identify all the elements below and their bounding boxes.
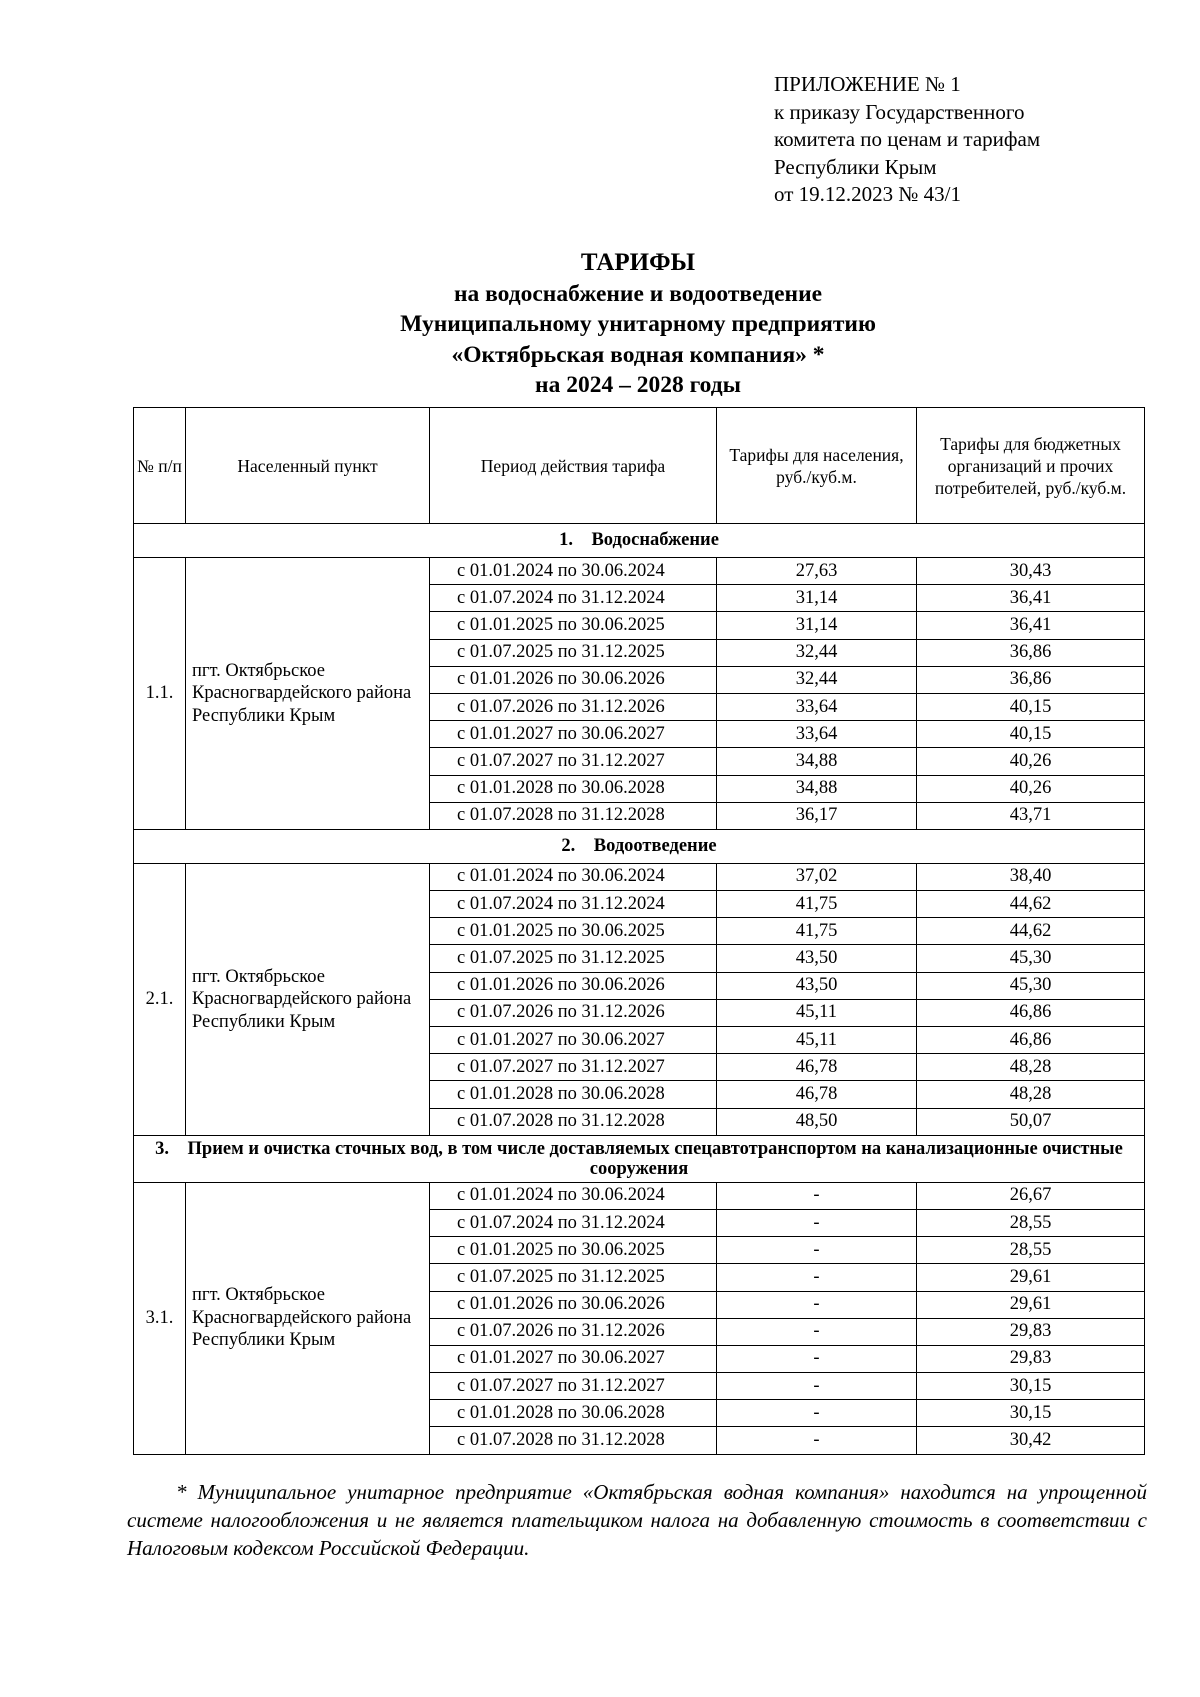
tariff-period: с 01.01.2028 по 30.06.2028	[430, 775, 717, 802]
tariff-period: с 01.07.2028 по 31.12.2028	[430, 1427, 717, 1454]
tariff-period: с 01.01.2025 по 30.06.2025	[430, 612, 717, 639]
header-period: Период действия тарифа	[430, 408, 717, 524]
appendix-line: ПРИЛОЖЕНИЕ № 1	[774, 72, 961, 96]
budget-tariff: 29,83	[917, 1345, 1145, 1372]
budget-tariff: 29,83	[917, 1318, 1145, 1345]
section-header-row	[134, 524, 1145, 558]
header-number: № п/п	[134, 408, 186, 524]
tariff-period: с 01.07.2028 по 31.12.2028	[430, 802, 717, 829]
section-title: 3. Прием и очистка сточных вод, в том числе доставляемых спецавтотранспортом на канализационные очистные сооружения	[134, 1135, 1145, 1182]
section-title: 1. Водоснабжение	[134, 524, 1145, 558]
budget-tariff: 26,67	[917, 1182, 1145, 1209]
header-population-tariff: Тарифы для населения, руб./куб.м.	[717, 408, 917, 524]
title-line: на 2024 – 2028 годы	[535, 372, 741, 398]
budget-tariff: 48,28	[917, 1081, 1145, 1108]
budget-tariff: 36,41	[917, 585, 1145, 612]
budget-tariff: 30,15	[917, 1400, 1145, 1427]
tariff-period: с 01.01.2028 по 30.06.2028	[430, 1400, 717, 1427]
tariff-period: с 01.07.2028 по 31.12.2028	[430, 1108, 717, 1135]
tariff-period: с 01.07.2024 по 31.12.2024	[430, 891, 717, 918]
tariff-period: с 01.01.2028 по 30.06.2028	[430, 1081, 717, 1108]
tariff-period: с 01.01.2026 по 30.06.2026	[430, 1291, 717, 1318]
table-row	[134, 863, 1145, 890]
population-tariff: 36,17	[717, 802, 917, 829]
budget-tariff: 29,61	[917, 1264, 1145, 1291]
tariff-period: с 01.07.2026 по 31.12.2026	[430, 1318, 717, 1345]
budget-tariff: 30,42	[917, 1427, 1145, 1454]
budget-tariff: 46,86	[917, 1027, 1145, 1054]
population-tariff: -	[717, 1427, 917, 1454]
budget-tariff: 38,40	[917, 863, 1145, 890]
population-tariff: 34,88	[717, 775, 917, 802]
tariff-period: с 01.01.2024 по 30.06.2024	[430, 863, 717, 890]
section-title: 2. Водоотведение	[134, 829, 1145, 863]
population-tariff: 33,64	[717, 693, 917, 720]
tariff-period: с 01.01.2025 по 30.06.2025	[430, 1237, 717, 1264]
population-tariff: 45,11	[717, 1027, 917, 1054]
population-tariff: 41,75	[717, 891, 917, 918]
budget-tariff: 44,62	[917, 918, 1145, 945]
tariff-period: с 01.07.2025 по 31.12.2025	[430, 945, 717, 972]
population-tariff: 32,44	[717, 666, 917, 693]
budget-tariff: 28,55	[917, 1209, 1145, 1236]
budget-tariff: 36,41	[917, 612, 1145, 639]
tariff-period: с 01.07.2027 по 31.12.2027	[430, 1373, 717, 1400]
tariff-period: с 01.01.2027 по 30.06.2027	[430, 1345, 717, 1372]
title-main: ТАРИФЫ	[580, 249, 696, 276]
population-tariff: 33,64	[717, 721, 917, 748]
budget-tariff: 50,07	[917, 1108, 1145, 1135]
table-body	[134, 524, 1145, 1455]
population-tariff: -	[717, 1237, 917, 1264]
tariff-period: с 01.01.2026 по 30.06.2026	[430, 972, 717, 999]
population-tariff: 46,78	[717, 1054, 917, 1081]
header-budget-tariff: Тарифы для бюджетных организаций и прочих потребителей, руб./куб.м.	[917, 408, 1145, 524]
tariff-table	[133, 407, 1145, 1455]
tariff-period: с 01.01.2024 по 30.06.2024	[430, 558, 717, 585]
population-tariff: 34,88	[717, 748, 917, 775]
tariff-period: с 01.07.2027 по 31.12.2027	[430, 748, 717, 775]
row-number: 3.1.	[134, 1182, 186, 1454]
population-tariff: 48,50	[717, 1108, 917, 1135]
budget-tariff: 29,61	[917, 1291, 1145, 1318]
budget-tariff: 40,15	[917, 721, 1145, 748]
population-tariff: 46,78	[717, 1081, 917, 1108]
title-line: на водоснабжение и водоотведение	[453, 280, 823, 307]
population-tariff: 41,75	[717, 918, 917, 945]
document-title	[0, 248, 1200, 401]
tariff-period: с 01.07.2025 по 31.12.2025	[430, 1264, 717, 1291]
tariff-period: с 01.07.2027 по 31.12.2027	[430, 1054, 717, 1081]
population-tariff: 45,11	[717, 999, 917, 1026]
budget-tariff: 40,15	[917, 693, 1145, 720]
population-tariff: -	[717, 1209, 917, 1236]
section-header-row	[134, 1135, 1145, 1182]
table-row	[134, 558, 1145, 585]
tariff-period: с 01.07.2025 по 31.12.2025	[430, 639, 717, 666]
appendix-line: от 19.12.2023 № 43/1	[774, 182, 962, 206]
population-tariff: 31,14	[717, 585, 917, 612]
tariff-period: с 01.01.2026 по 30.06.2026	[430, 666, 717, 693]
title-line: «Октябрьская водная компания» *	[451, 341, 825, 368]
appendix-line: Республики Крым	[774, 154, 937, 179]
population-tariff: 32,44	[717, 639, 917, 666]
budget-tariff: 30,43	[917, 558, 1145, 585]
table-row	[134, 1182, 1145, 1209]
population-tariff: -	[717, 1373, 917, 1400]
appendix-line: комитета по ценам и тарифам	[774, 127, 1041, 151]
budget-tariff: 46,86	[917, 999, 1145, 1026]
budget-tariff: 40,26	[917, 748, 1145, 775]
tariff-period: с 01.07.2026 по 31.12.2026	[430, 999, 717, 1026]
footnote: * Муниципальное унитарное предприятие «Октябрьская водная компания» находится на упрощенной системе налогообложения и не является плательщиком налога на добавленную стоимость в соответствии с Налоговым кодексом Российской Федерации.	[127, 1480, 1147, 1560]
table-header-row	[134, 408, 1145, 524]
place-name: пгт. Октябрьское Красногвардейского района Республики Крым	[186, 1182, 430, 1454]
population-tariff: 31,14	[717, 612, 917, 639]
section-header-row	[134, 829, 1145, 863]
header-place: Населенный пункт	[186, 408, 430, 524]
appendix-line: к приказу Государственного	[774, 99, 1025, 124]
population-tariff: -	[717, 1400, 917, 1427]
budget-tariff: 28,55	[917, 1237, 1145, 1264]
population-tariff: -	[717, 1182, 917, 1209]
row-number: 1.1.	[134, 558, 186, 830]
population-tariff: 37,02	[717, 863, 917, 890]
tariff-period: с 01.01.2024 по 30.06.2024	[430, 1182, 717, 1209]
budget-tariff: 44,62	[917, 891, 1145, 918]
appendix-block	[774, 71, 1040, 209]
population-tariff: -	[717, 1345, 917, 1372]
budget-tariff: 45,30	[917, 972, 1145, 999]
tariff-period: с 01.07.2024 по 31.12.2024	[430, 585, 717, 612]
budget-tariff: 43,71	[917, 802, 1145, 829]
place-name: пгт. Октябрьское Красногвардейского района Республики Крым	[186, 863, 430, 1135]
budget-tariff: 36,86	[917, 639, 1145, 666]
population-tariff: -	[717, 1264, 917, 1291]
population-tariff: 27,63	[717, 558, 917, 585]
row-number: 2.1.	[134, 863, 186, 1135]
tariff-period: с 01.01.2027 по 30.06.2027	[430, 721, 717, 748]
tariff-period: с 01.01.2027 по 30.06.2027	[430, 1027, 717, 1054]
population-tariff: -	[717, 1291, 917, 1318]
place-name: пгт. Октябрьское Красногвардейского района Республики Крым	[186, 558, 430, 830]
population-tariff: 43,50	[717, 972, 917, 999]
population-tariff: 43,50	[717, 945, 917, 972]
budget-tariff: 36,86	[917, 666, 1145, 693]
tariff-period: с 01.07.2026 по 31.12.2026	[430, 693, 717, 720]
budget-tariff: 30,15	[917, 1373, 1145, 1400]
budget-tariff: 40,26	[917, 775, 1145, 802]
title-line: Муниципальному унитарному предприятию	[400, 311, 876, 337]
population-tariff: -	[717, 1318, 917, 1345]
budget-tariff: 45,30	[917, 945, 1145, 972]
tariff-period: с 01.01.2025 по 30.06.2025	[430, 918, 717, 945]
budget-tariff: 48,28	[917, 1054, 1145, 1081]
tariff-period: с 01.07.2024 по 31.12.2024	[430, 1209, 717, 1236]
